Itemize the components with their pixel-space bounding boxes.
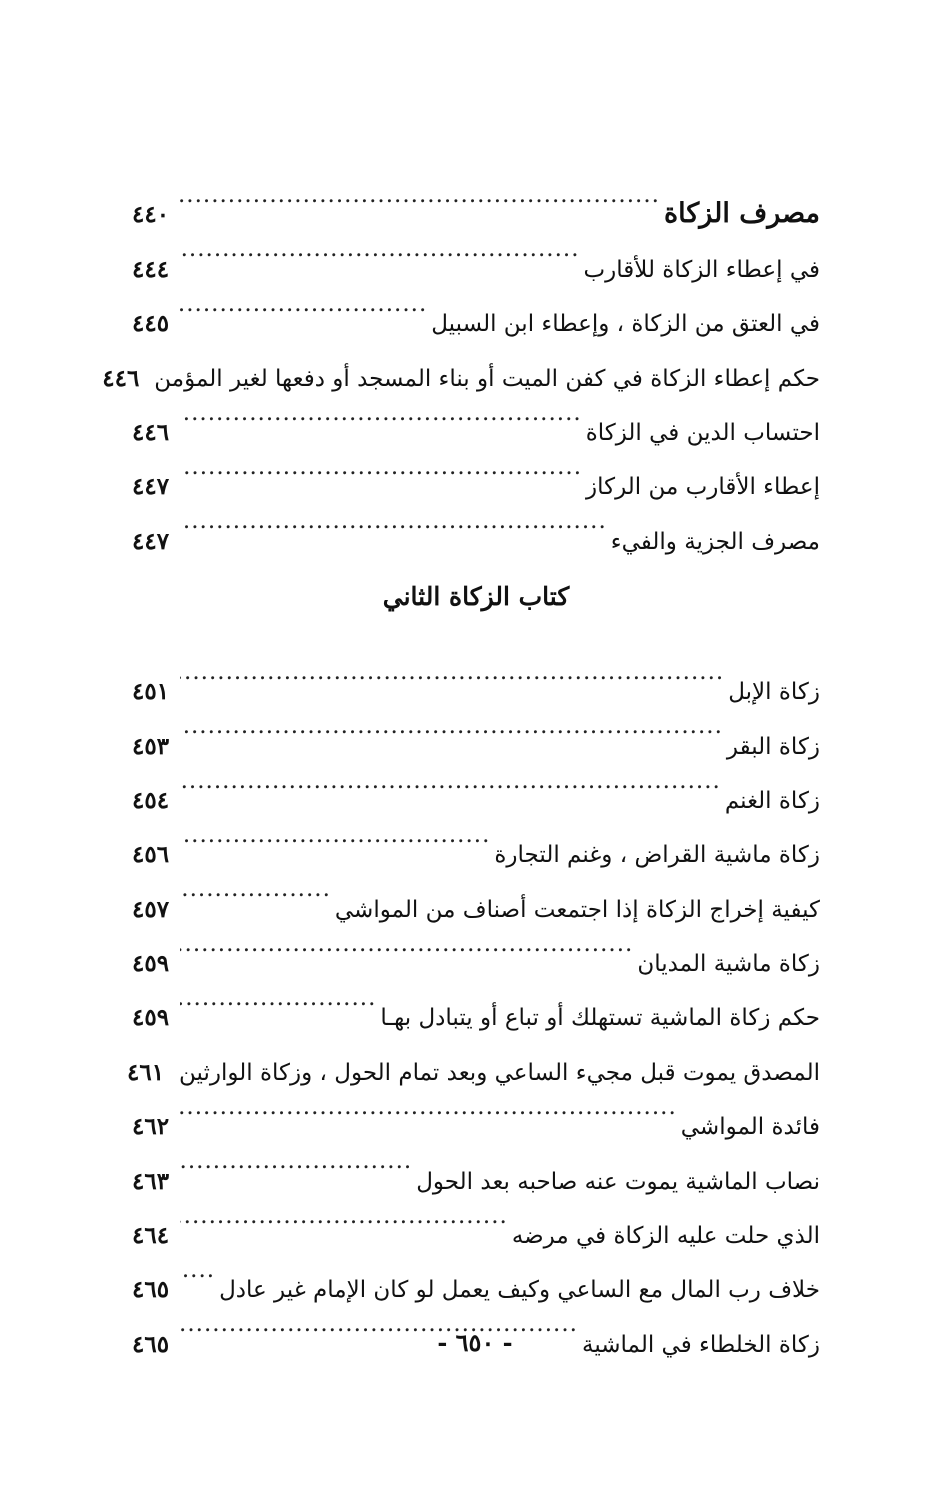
entry-title: زكاة ماشية المديان <box>637 951 820 978</box>
entry-page-number: ٤٦٣ <box>132 1167 170 1195</box>
entry-title: خلاف رب المال مع الساعي وكيف يعمل لو كان الإمام غير عادل <box>219 1277 820 1304</box>
dot-leader <box>180 808 490 862</box>
dot-leader <box>180 440 582 494</box>
entry-page-number: ٤٤٠ <box>132 201 170 229</box>
entry-title: زكاة الغنم <box>724 787 820 814</box>
dot-leader <box>180 1080 677 1134</box>
dot-leader <box>180 917 633 971</box>
toc-entry <box>132 699 820 760</box>
entry-page-number: ٤٦٥ <box>132 1276 170 1304</box>
entry-title: في إعطاء الزكاة للأقارب <box>583 256 820 283</box>
table-of-contents <box>102 168 820 1358</box>
dot-leader <box>180 168 660 222</box>
entry-title: إعطاء الأقارب من الركاز <box>586 474 820 501</box>
dot-leader <box>180 754 721 808</box>
entry-title: احتساب الدين في الزكاة <box>585 419 820 446</box>
toc-entry <box>132 808 820 869</box>
entry-page-number: ٤٤٧ <box>132 527 170 555</box>
entry-page-number: ٤٤٧ <box>132 473 170 501</box>
page-number: - ٦٥٠ - <box>437 1328 513 1357</box>
entry-title: زكاة الخلطاء في الماشية <box>581 1331 820 1358</box>
dot-leader <box>180 1189 508 1243</box>
entry-title: في العتق من الزكاة ، وإعطاء ابن السبيل <box>431 311 820 338</box>
part-heading: كتاب الزكاة الثاني <box>382 581 570 611</box>
dot-leader <box>180 386 582 440</box>
dot-leader <box>180 1134 412 1188</box>
dot-leader <box>180 1243 215 1297</box>
entry-page-number: ٤٥٤ <box>132 786 170 814</box>
dot-leader <box>180 222 580 276</box>
entry-title: المصدق يموت قبل مجيء الساعي وبعد تمام الحول ، وزكاة الوارثين <box>179 1059 820 1086</box>
section-entry <box>132 168 820 230</box>
entry-page-number: ٤٥٧ <box>132 895 170 923</box>
entry-title: نصاب الماشية يموت عنه صاحبه بعد الحول <box>416 1168 820 1195</box>
entry-title: فائدة المواشي <box>680 1114 820 1141</box>
toc-entry <box>132 645 820 706</box>
entry-title: كيفية إخراج الزكاة إذا اجتمعت أصناف من المواشي <box>334 896 820 923</box>
entry-page-number: ٤٥١ <box>132 678 170 706</box>
dot-leader <box>180 645 724 699</box>
entry-page-number: ٤٤٦ <box>102 364 140 392</box>
entry-page-number: ٤٥٩ <box>132 1004 170 1032</box>
entry-page-number: ٤٤٤ <box>132 255 170 283</box>
entry-title: مصرف الزكاة <box>663 198 820 230</box>
entry-title: مصرف الجزية والفيء <box>610 528 820 555</box>
entry-title: الذي حلت عليه الزكاة في مرضه <box>511 1223 820 1250</box>
entry-page-number: ٤٦٥ <box>132 1330 170 1358</box>
entry-page-number: ٤٥٩ <box>132 950 170 978</box>
entry-page-number: ٤٥٦ <box>132 841 170 869</box>
entry-page-number: ٤٦٤ <box>132 1222 170 1250</box>
dot-leader <box>180 494 607 548</box>
entry-title: زكاة ماشية القراض ، وغنم التجارة <box>494 842 820 869</box>
dot-leader <box>180 862 331 916</box>
entry-title: زكاة البقر <box>726 733 820 760</box>
entry-page-number: ٤٤٥ <box>132 310 170 338</box>
entry-page-number: ٤٥٣ <box>132 732 170 760</box>
dot-leader <box>180 699 723 753</box>
entry-page-number: ٤٤٦ <box>132 418 170 446</box>
entry-title: حكم زكاة الماشية تستهلك أو تباع أو يتبادل بهـا <box>380 1005 820 1032</box>
dot-leader <box>180 971 376 1025</box>
entry-title: زكاة الإبل <box>728 679 820 706</box>
entry-page-number: ٤٦١ <box>127 1058 165 1086</box>
entry-title: حكم إعطاء الزكاة في كفن الميت أو بناء المسجد أو دفعها لغير المؤمن <box>154 365 820 392</box>
toc-entry <box>132 754 820 814</box>
dot-leader <box>180 277 427 331</box>
entry-page-number: ٤٦٢ <box>132 1113 170 1141</box>
